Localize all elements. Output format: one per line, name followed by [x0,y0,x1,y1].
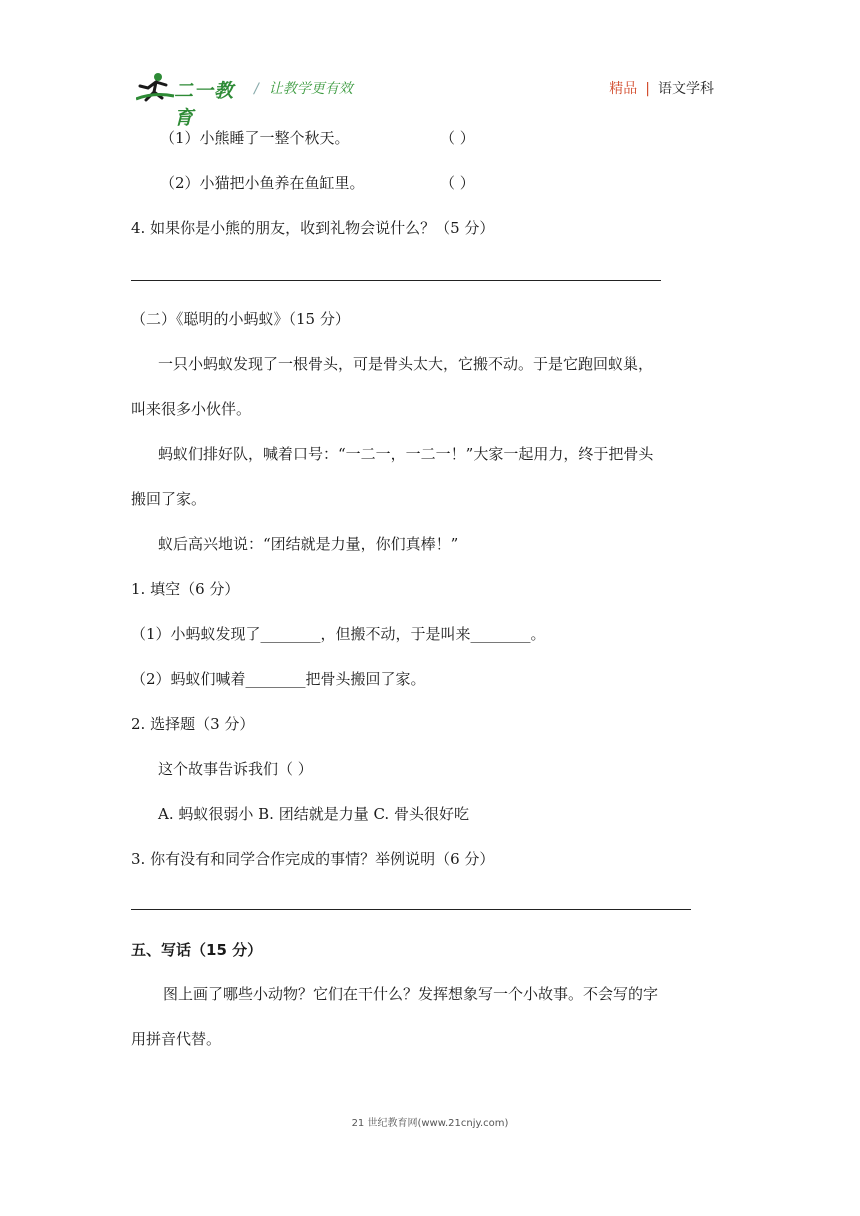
answer-paren: （ ） [440,174,475,192]
answer-rule [131,909,691,910]
prompt-line: 用拼音代替。 [131,1030,222,1048]
choice-options: A. 蚂蚁很弱小 B. 团结就是力量 C. 骨头很好吃 [158,805,469,823]
answer-paren: （ ） [440,129,475,147]
brand-subject [609,78,714,98]
question-line: （2）蚂蚁们喊着________把骨头搬回了家。 [131,670,426,688]
logo [136,72,246,129]
slogan: / 让教学更有效 [254,81,353,97]
subject-label: 语文学科 [658,81,714,97]
prompt-line: 图上画了哪些小动物？它们在干什么？发挥想象写一个小故事。不会写的字 [163,985,659,1003]
passage-line: 叫来很多小伙伴。 [131,400,252,418]
running-man-icon [136,72,176,102]
section-heading: （二）《聪明的小蚂蚁》（15 分） [131,310,350,328]
passage-line: 搬回了家。 [131,490,207,508]
passage-line: 蚂蚁们排好队，喊着口号：“一二一，一二一！”大家一起用力，终于把骨头 [158,445,654,463]
question-line: （1）小熊睡了一整个秋天。 [160,129,350,147]
question-line: （1）小蚂蚁发现了________，但搬不动，于是叫来________。 [131,625,546,643]
answer-rule [131,280,661,281]
question-line: 这个故事告诉我们（ ） [158,760,313,778]
question-heading: 2. 选择题（3 分） [131,715,255,733]
logo-text: 二一教育 [174,80,235,129]
question-line: （2）小猫把小鱼养在鱼缸里。 [160,174,365,192]
page-footer: 21 世纪教育网(www.21cnjy.com) [351,1118,509,1129]
question-heading: 4. 如果你是小熊的朋友，收到礼物会说什么？（5 分） [131,219,495,237]
question-heading: 3. 你有没有和同学合作完成的事情？举例说明（6 分） [131,850,495,868]
page-header [136,70,726,129]
header-separator: | [645,81,650,97]
passage-line: 一只小蚂蚁发现了一根骨头，可是骨头太大，它搬不动。于是它跑回蚁巢， [158,355,654,373]
passage-line: 蚁后高兴地说：“团结就是力量，你们真棒！” [158,535,459,553]
section-heading: 五、写话（15 分） [131,941,263,959]
question-heading: 1. 填空（6 分） [131,580,240,598]
brand-tag: 精品 [609,81,638,97]
